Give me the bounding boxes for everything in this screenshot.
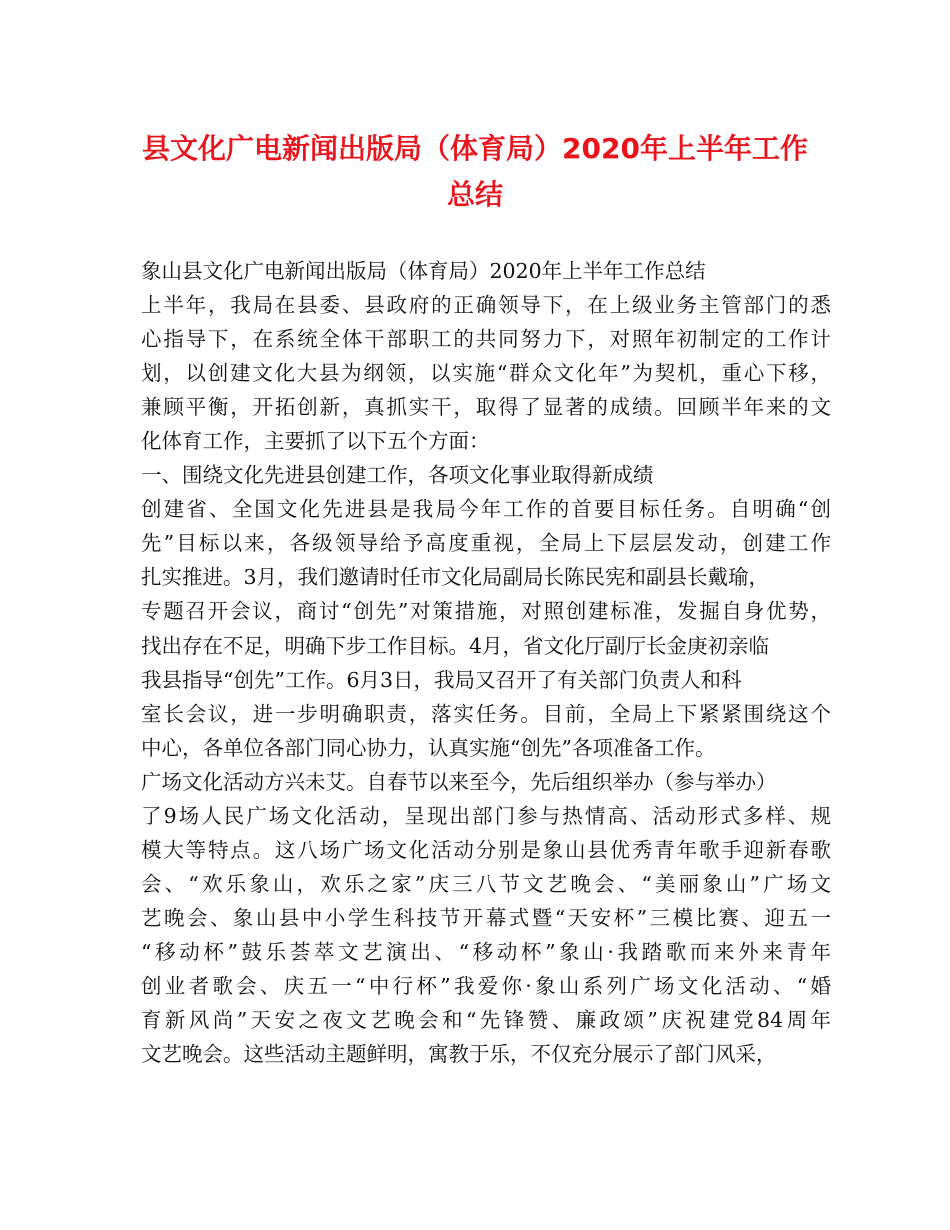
document-title-line-2: 总结: [446, 178, 503, 211]
section-heading: 一、围绕文化先进县创建工作，各项文化事业取得新成绩: [141, 463, 654, 488]
body-line: 广场文化活动方兴未艾。自春节以来至今，先后组织举办（参与举办）: [141, 769, 777, 794]
body-line: 我县指导“创先”工作。6月3日，我局又召开了有关部门负责人和科: [141, 667, 742, 692]
body-line: 创业者歌会、庆五一“中行杯”我爱你·象山系列广场文化活动、“婚: [141, 973, 831, 998]
body-line-subtitle: 象山县文化广电新闻出版局（体育局）2020年上半年工作总结: [141, 259, 706, 283]
document-title-line-1: 县文化广电新闻出版局（体育局）2020年上半年工作: [142, 132, 808, 165]
body-line: 扎实推进。3月，我们邀请时任市文化局副局长陈民宪和副县长戴瑜，: [141, 565, 770, 590]
body-line: 了9场人民广场文化活动，呈现出部门参与热情高、活动形式多样、规: [141, 803, 831, 828]
body-line: 中心，各单位各部门同心协力，认真实施“创先”各项准备工作。: [141, 735, 716, 760]
body-line: 专题召开会议，商讨“创先”对策措施，对照创建标准，发掘自身优势，: [141, 599, 831, 624]
body-line: 会、“欢乐象山，欢乐之家”庆三八节文艺晚会、“美丽象山”广场文: [141, 871, 831, 896]
body-line: 模大等特点。这八场广场文化活动分别是象山县优秀青年歌手迎新春歌: [141, 837, 831, 862]
body-line: 先”目标以来，各级领导给予高度重视，全局上下层层发动，创建工作: [141, 531, 831, 556]
body-line: 心指导下，在系统全体干部职工的共同努力下，对照年初制定的工作计: [141, 327, 831, 352]
body-line: 育新风尚”天安之夜文艺晚会和“先锋赞、廉政颂”庆祝建党84周年: [141, 1008, 831, 1033]
body-line: 文艺晚会。这些活动主题鲜明，寓教于乐，不仅充分展示了部门风采，: [141, 1042, 777, 1067]
body-line: 上半年，我局在县委、县政府的正确领导下，在上级业务主管部门的悉: [141, 293, 831, 318]
body-line: 划，以创建文化大县为纲领，以实施“群众文化年”为契机，重心下移，: [141, 361, 831, 386]
body-line: 艺晚会、象山县中小学生科技节开幕式暨“天安杯”三模比赛、迎五一: [141, 905, 831, 930]
body-line: 找出存在不足，明确下步工作目标。4月，省文化厅副厅长金庚初亲临: [141, 633, 770, 658]
body-line: 室长会议，进一步明确职责，落实任务。目前，全局上下紧紧围绕这个: [141, 701, 831, 726]
document-body: [141, 254, 831, 1071]
body-line: “移动杯”鼓乐荟萃文艺演出、“移动杯”象山·我踏歌而来外来青年: [141, 939, 831, 964]
body-line: 创建省、全国文化先进县是我局今年工作的首要目标任务。自明确“创: [141, 497, 831, 522]
body-line: 兼顾平衡，开拓创新，真抓实干，取得了显著的成绩。回顾半年来的文: [141, 395, 831, 420]
body-line: 化体育工作，主要抓了以下五个方面：: [141, 429, 490, 454]
